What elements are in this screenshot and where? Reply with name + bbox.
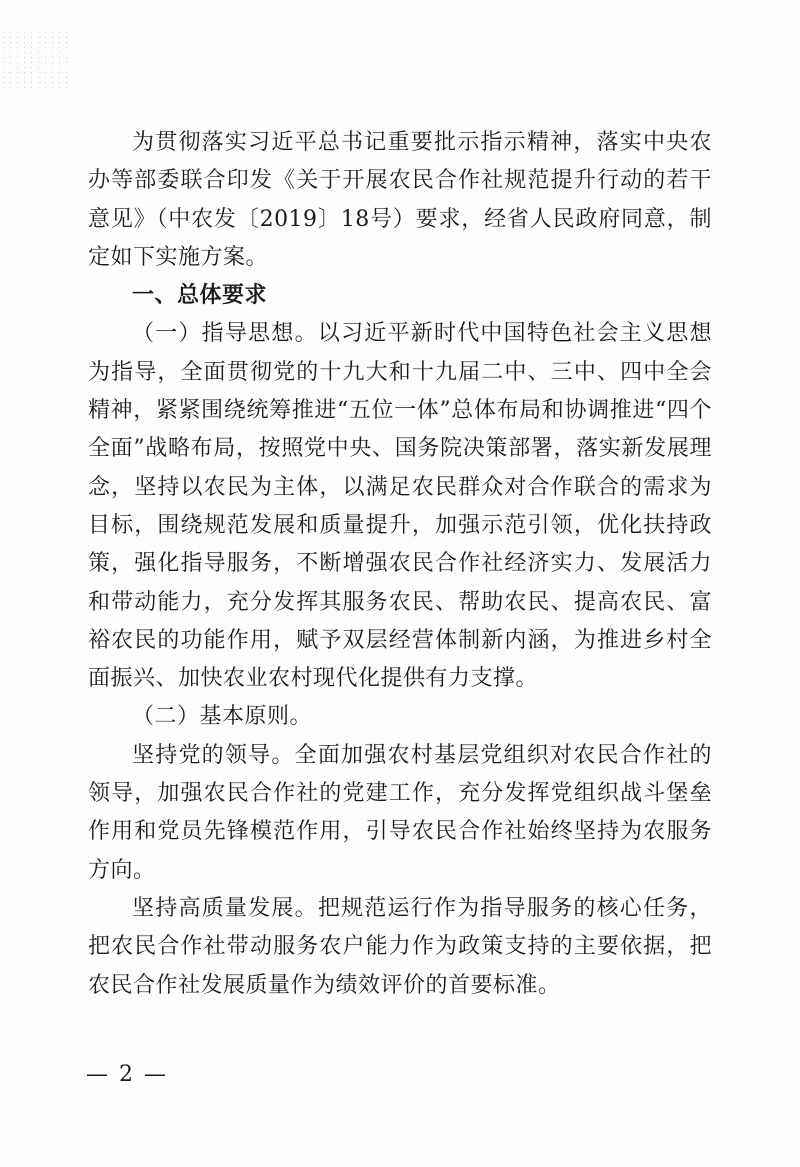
basic-principles-heading: （二）基本原则。 bbox=[132, 704, 313, 730]
section-heading-overall-requirements: 一、总体要求 bbox=[132, 283, 268, 309]
guiding-ideology-paragraph: （一）指导思想。以习近平新时代中国特色社会主义思想为指导，全面贯彻党的十九大和十九届二中、三中、四中全会精神，紧紧围绕统筹推进“五位一体”总体布局和协调推进“四个全面”战略布局，按照党中央、国务院决策部署，落实新发展理念，坚持以农民为主体，以满足农民群众对合作联合的需求为目标，围绕规范发展和质量提升，加强示范引领，优化扶持政策，强化指导服务，不断增强农民合作社经济实力、发展活力和带动能力，充分发挥其服务农民、帮助农民、提高农民、富裕农民的功能作用，赋予双层经营体制新内涵，为推进乡村全面振兴、加快农业农村现代化提供有力支撑。 bbox=[88, 321, 712, 692]
intro-paragraph: 为贯彻落实习近平总书记重要批示指示精神，落实中央农办等部委联合印发《关于开展农民合作社规范提升行动的若干意见》（中农发〔2019〕18号）要求，经省人民政府同意，制定如下实施方案。 bbox=[88, 130, 712, 270]
scan-noise bbox=[0, 30, 70, 90]
page-number: — 2 — bbox=[86, 1062, 168, 1087]
document-body bbox=[88, 124, 712, 1005]
high-quality-development-paragraph: 坚持高质量发展。把规范运行作为指导服务的核心任务，把农民合作社带动服务农户能力作为政策支持的主要依据，把农民合作社发展质量作为绩效评价的首要标准。 bbox=[88, 895, 712, 998]
party-leadership-paragraph: 坚持党的领导。全面加强农村基层党组织对农民合作社的领导，加强农民合作社的党建工作，充分发挥党组织战斗堡垒作用和党员先锋模范作用，引导农民合作社始终坚持为农服务方向。 bbox=[88, 742, 712, 883]
